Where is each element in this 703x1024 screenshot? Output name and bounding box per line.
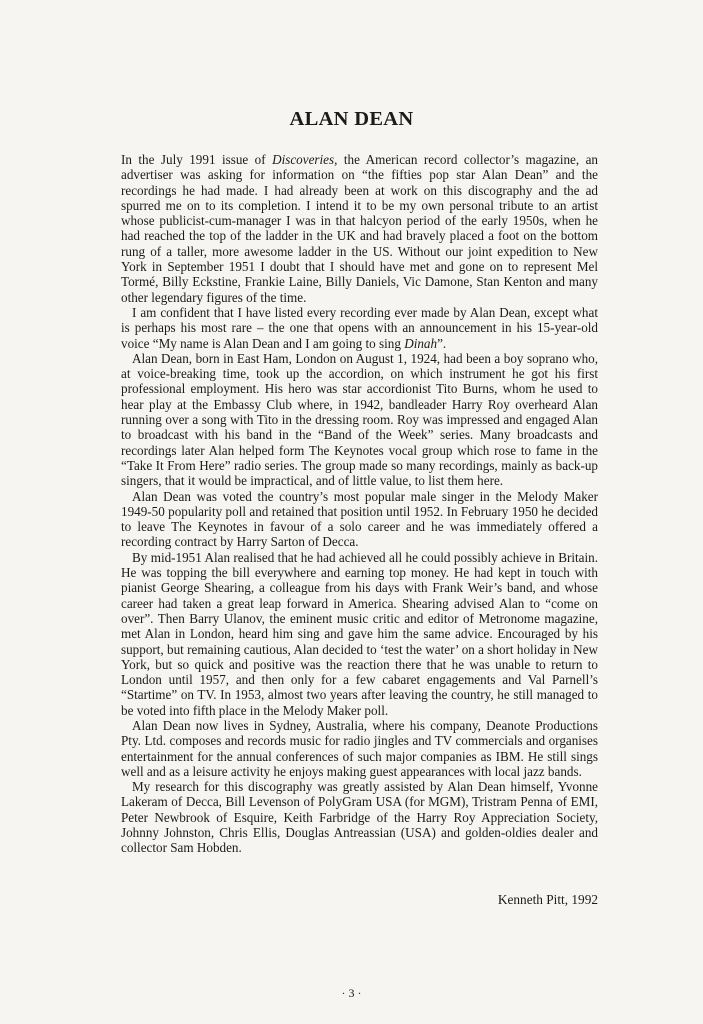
article-body xyxy=(121,152,598,856)
page-title: ALAN DEAN xyxy=(289,108,414,130)
paragraph-3 xyxy=(121,351,598,489)
paragraph-text: By mid-1951 Alan realised that he had achieved all he could possibly achieve in Britain. He was topping the bill everywhere and earning top money. He had kept in touch with pianist George Shearing, a colleague from his days with Frank Weir’s band, and whose career had taken a great leap forward in America. Shearing advised Alan to “come on over”. Then Barry Ulanov, the eminent music critic and editor of Metronome magazine, met Alan in London, heard him sing and gave him the same advice. Encouraged by his support, but remaining cautious, Alan decided to ‘test the water’ on a short holiday in New York, but so quick and positive was the reaction there that he was unable to return to London until 1957, and then only for a few cabaret engagements and Val Parnell’s “Startime” on TV. In 1953, almost two years after leaving the country, he still managed to be voted into fifth place in the Melody Maker poll. xyxy=(121,549,598,718)
magazine-title-italic: Discoveries xyxy=(272,152,335,167)
song-title-italic: Dinah xyxy=(404,335,438,351)
paragraph-6 xyxy=(121,718,598,779)
paragraph-text: In the July 1991 issue of xyxy=(121,152,273,167)
paragraph-text: ”. xyxy=(437,335,447,351)
paragraph-text: My research for this discography was greatly assisted by Alan Dean himself, Yvonne Lakeram of Decca, Bill Levenson of PolyGram USA (for MGM), Tristram Penna of EMI, Peter Newbrook of Esquire, Keith Farbridge of the Harry Roy Appreciation Society, Johnny Johnston, Chris Ellis, Douglas Antreassian (USA) and golden-oldies dealer and collector Sam Hobden. xyxy=(121,779,598,856)
paragraph-text: Alan Dean, born in East Ham, London on August 1, 1924, had been a boy soprano who, at voice-breaking time, took up the accordion, on which instrument he got his first professional employment. His hero was star accordionist Tito Burns, whom he used to hear play at the Embassy Club where, in 1942, bandleader Harry Roy overheard Alan running over a song with Tito in the dressing room. Roy was impressed and engaged Alan to broadcast with his band in the “Band of the Week” series. Many broadcasts and recordings later Alan helped form The Keynotes vocal group which rose to fame in the “Take It From Here” radio series. The group made so many recordings, mainly as back-up singers, that it would be impractical, and of little value, to list them here. xyxy=(121,350,598,489)
paragraph-text: I am confident that I have listed every recording ever made by Alan Dean, except what is perhaps his most rare – the one that opens with an announcement in his 15-year-old voice “My name is Alan Dean and I am going to sing xyxy=(121,304,598,351)
paragraph-text: Alan Dean now lives in Sydney, Australia, where his company, Deanote Productions Pty. Ltd. composes and records music for radio jingles and TV commercials and organises entertainment for the annual conferences of such major companies as IBM. He still sings well and as a leisure activity he enjoys making guest appearances with local jazz bands. xyxy=(121,717,598,779)
paragraph-2 xyxy=(121,305,598,351)
page-number: · 3 · xyxy=(341,986,362,1000)
author-signature: Kenneth Pitt, 1992 xyxy=(497,892,598,907)
paragraph-5 xyxy=(121,550,598,718)
paragraph-text: , the American record collector’s magazine, an advertiser was asking for information on “the fifties pop star Alan Dean” and the recordings he had made. I had already been at work on this discography and the ad spurred me on to its completion. I intend it to be my own personal tribute to an artist whose publicist-cum-manager I was in that halcyon period of the early 1950s, when he had reached the top of the ladder in the UK and had bravely placed a foot on the bottom rung of a taller, more awesome ladder in the US. Without our joint expedition to New York in September 1951 I doubt that I should have met and gone on to represent Mel Tormé, Billy Eckstine, Frankie Laine, Billy Daniels, Vic Damone, Stan Kenton and many other legendary figures of the time. xyxy=(121,152,599,305)
paragraph-4 xyxy=(121,489,598,550)
paragraph-text: Alan Dean was voted the country’s most popular male singer in the Melody Maker 1949-50 popularity poll and retained that position until 1952. In February 1950 he decided to leave The Keynotes in favour of a solo career and he was immediately offered a recording contract by Harry Sarton of Decca. xyxy=(121,488,598,550)
paragraph-1 xyxy=(121,152,598,305)
paragraph-7 xyxy=(121,779,598,855)
